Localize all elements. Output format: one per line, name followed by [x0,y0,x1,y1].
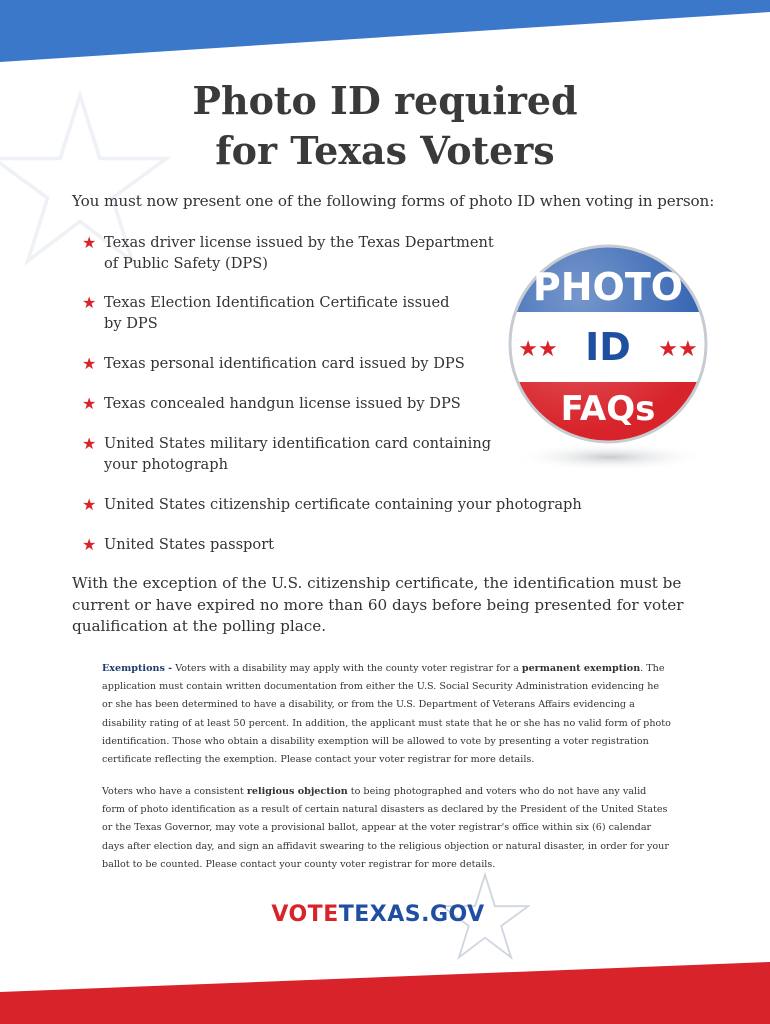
photo-id-faqs-badge [502,232,714,477]
star-bullet-icon: ★ [82,434,97,453]
list-item [82,433,491,475]
bottom-red-band [0,940,770,1024]
list-item-line: United States military identification card containing [104,435,492,452]
badge-photo-text: PHOTO [532,265,684,309]
list-item-line: of Public Safety (DPS) [104,255,268,272]
star-bullet-icon: ★ [82,495,97,514]
star-bullet-icon: ★ [82,233,97,252]
list-item [82,494,582,515]
list-item-line: Texas Election Identification Certificate issued [104,294,450,311]
star-bullet-icon: ★ [82,394,97,413]
list-item-line: Texas concealed handgun license issued by DPS [104,395,461,412]
list-item-line: United States passport [104,536,275,553]
permanent-exemption-term: permanent exemption [521,663,641,674]
list-item-line: by DPS [104,315,158,332]
list-item [82,353,465,374]
exemptions-text: Voters with a disability may apply with the county voter registrar for a [172,663,522,674]
list-item-line: Texas personal identification card issued by DPS [104,355,465,372]
logo-texas-gov: TEXAS.GOV [338,902,485,927]
title-line: for Texas Voters [215,128,555,173]
star-bullet-icon: ★ [82,354,97,373]
religious-objection-paragraph [102,783,672,874]
logo-vote: VOTE [271,902,339,927]
religious-objection-term: religious objection [246,786,348,797]
badge-stars-left: ★★ [518,337,558,362]
intro-text: You must now present one of the following forms of photo ID when voting in person: [72,192,715,210]
exemptions-paragraph [102,660,672,769]
expiration-rule-text: With the exception of the U.S. citizenship certificate, the identification must be current or have expired no more than 60 days before being presented for voter qualification at the polling place. [72,574,684,635]
title-line: Photo ID required [192,78,578,123]
badge-faqs-text: FAQs [560,389,656,429]
list-item-line: your photograph [104,456,228,473]
star-bullet-icon: ★ [82,293,97,312]
votetexas-logo [258,900,498,940]
badge-stars-right: ★★ [658,337,698,362]
exemptions-heading: Exemptions - [102,663,173,674]
list-item [82,393,461,414]
list-item [82,232,494,274]
star-bullet-icon: ★ [82,535,97,554]
logo-text [258,902,498,927]
list-item-line: Texas driver license issued by the Texas Department [104,234,494,251]
religious-text: to being photographed and voters who do not have any valid form of photo identification as a result of certain natural disasters as declared by the President of the United States or the Texas Governor, may vote a provisional ballot, appear at the voter registrar's office within six (6) calendar days after election day, and sign an affidavit swearing to the religious objection or natural disaster, in order for your ballot to be counted. Please contact your county voter registrar for more details. [102,786,669,870]
list-item [82,534,274,555]
list-item [82,292,450,334]
list-item-line: United States citizenship certificate containing your photograph [104,496,582,513]
exemptions-text: . The application must contain written documentation from either the U.S. Social Security Administration evidencing he or she has been determined to have a disability, or from the U.S. Department of Veterans Affairs evidencing a disability rating of at least 50 percent. In addition, the applicant must state that he or she has no valid form of photo identification. Those who obtain a disability exemption will be allowed to vote by presenting a voter registration certificate reflecting the exemption. Please contact your voter registrar for more details. [102,663,671,766]
religious-text: Voters who have a consistent [102,786,247,797]
page-title [0,76,770,176]
badge-id-text: ID [585,325,631,369]
